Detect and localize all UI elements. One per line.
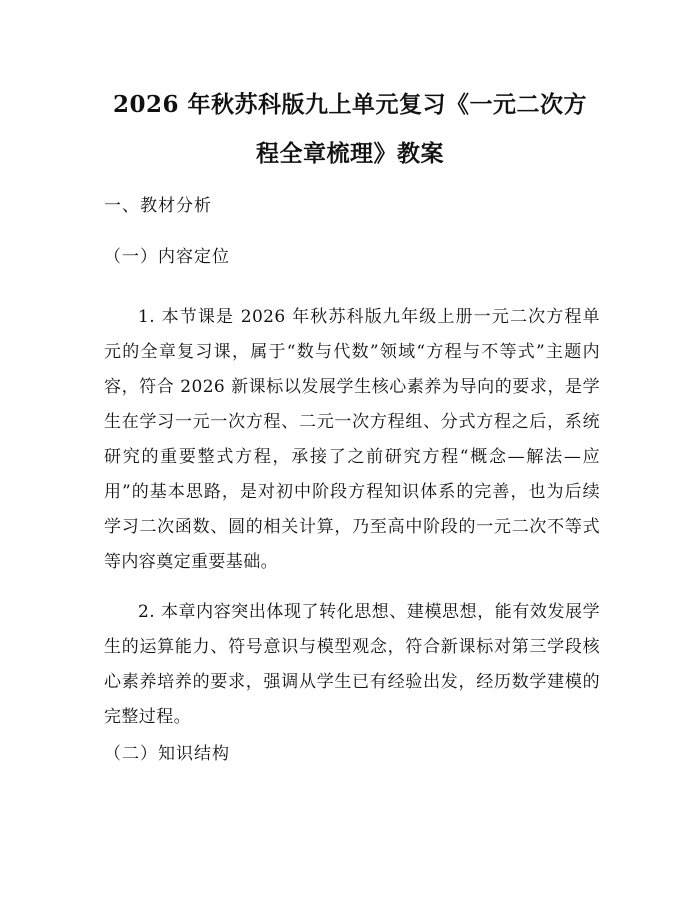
paragraph-1: 1. 本节课是 2026 年秋苏科版九年级上册一元二次方程单元的全章复习课，属于“数与代数”领域“方程与不等式”主题内容，符合 2026 新课标以发展学生核心素养为导向的要求，是学生在学习一元一次方程、二元一次方程组、分式方程之后，系统研究的重要整式方程，承接了之前研究方程“概念—解法—应用”的基本思路，是对初中阶段方程知识体系的完善，也为后续学习二次函数、圆的相关计算，乃至高中阶段的一元二次不等式等内容奠定重要基础。 [104,307,600,572]
document-title-line-1: 2026 年秋苏科版九上单元复习《一元二次方 [112,91,588,118]
section-heading-textbook-analysis: 一、教材分析 [104,196,212,216]
paragraph-2: 2. 本章内容突出体现了转化思想、建模思想，能有效发展学生的运算能力、符号意识与模型观念，符合新课标对第三学段核心素养培养的要求，强调从学生已有经验出发，经历数学建模的完整过程。 [104,602,600,727]
subsection-heading-content-positioning: （一）内容定位 [104,247,230,267]
document-title-line-2: 程全章梳理》教案 [256,140,444,167]
subsection-heading-knowledge-structure: （二）知识结构 [104,744,230,764]
